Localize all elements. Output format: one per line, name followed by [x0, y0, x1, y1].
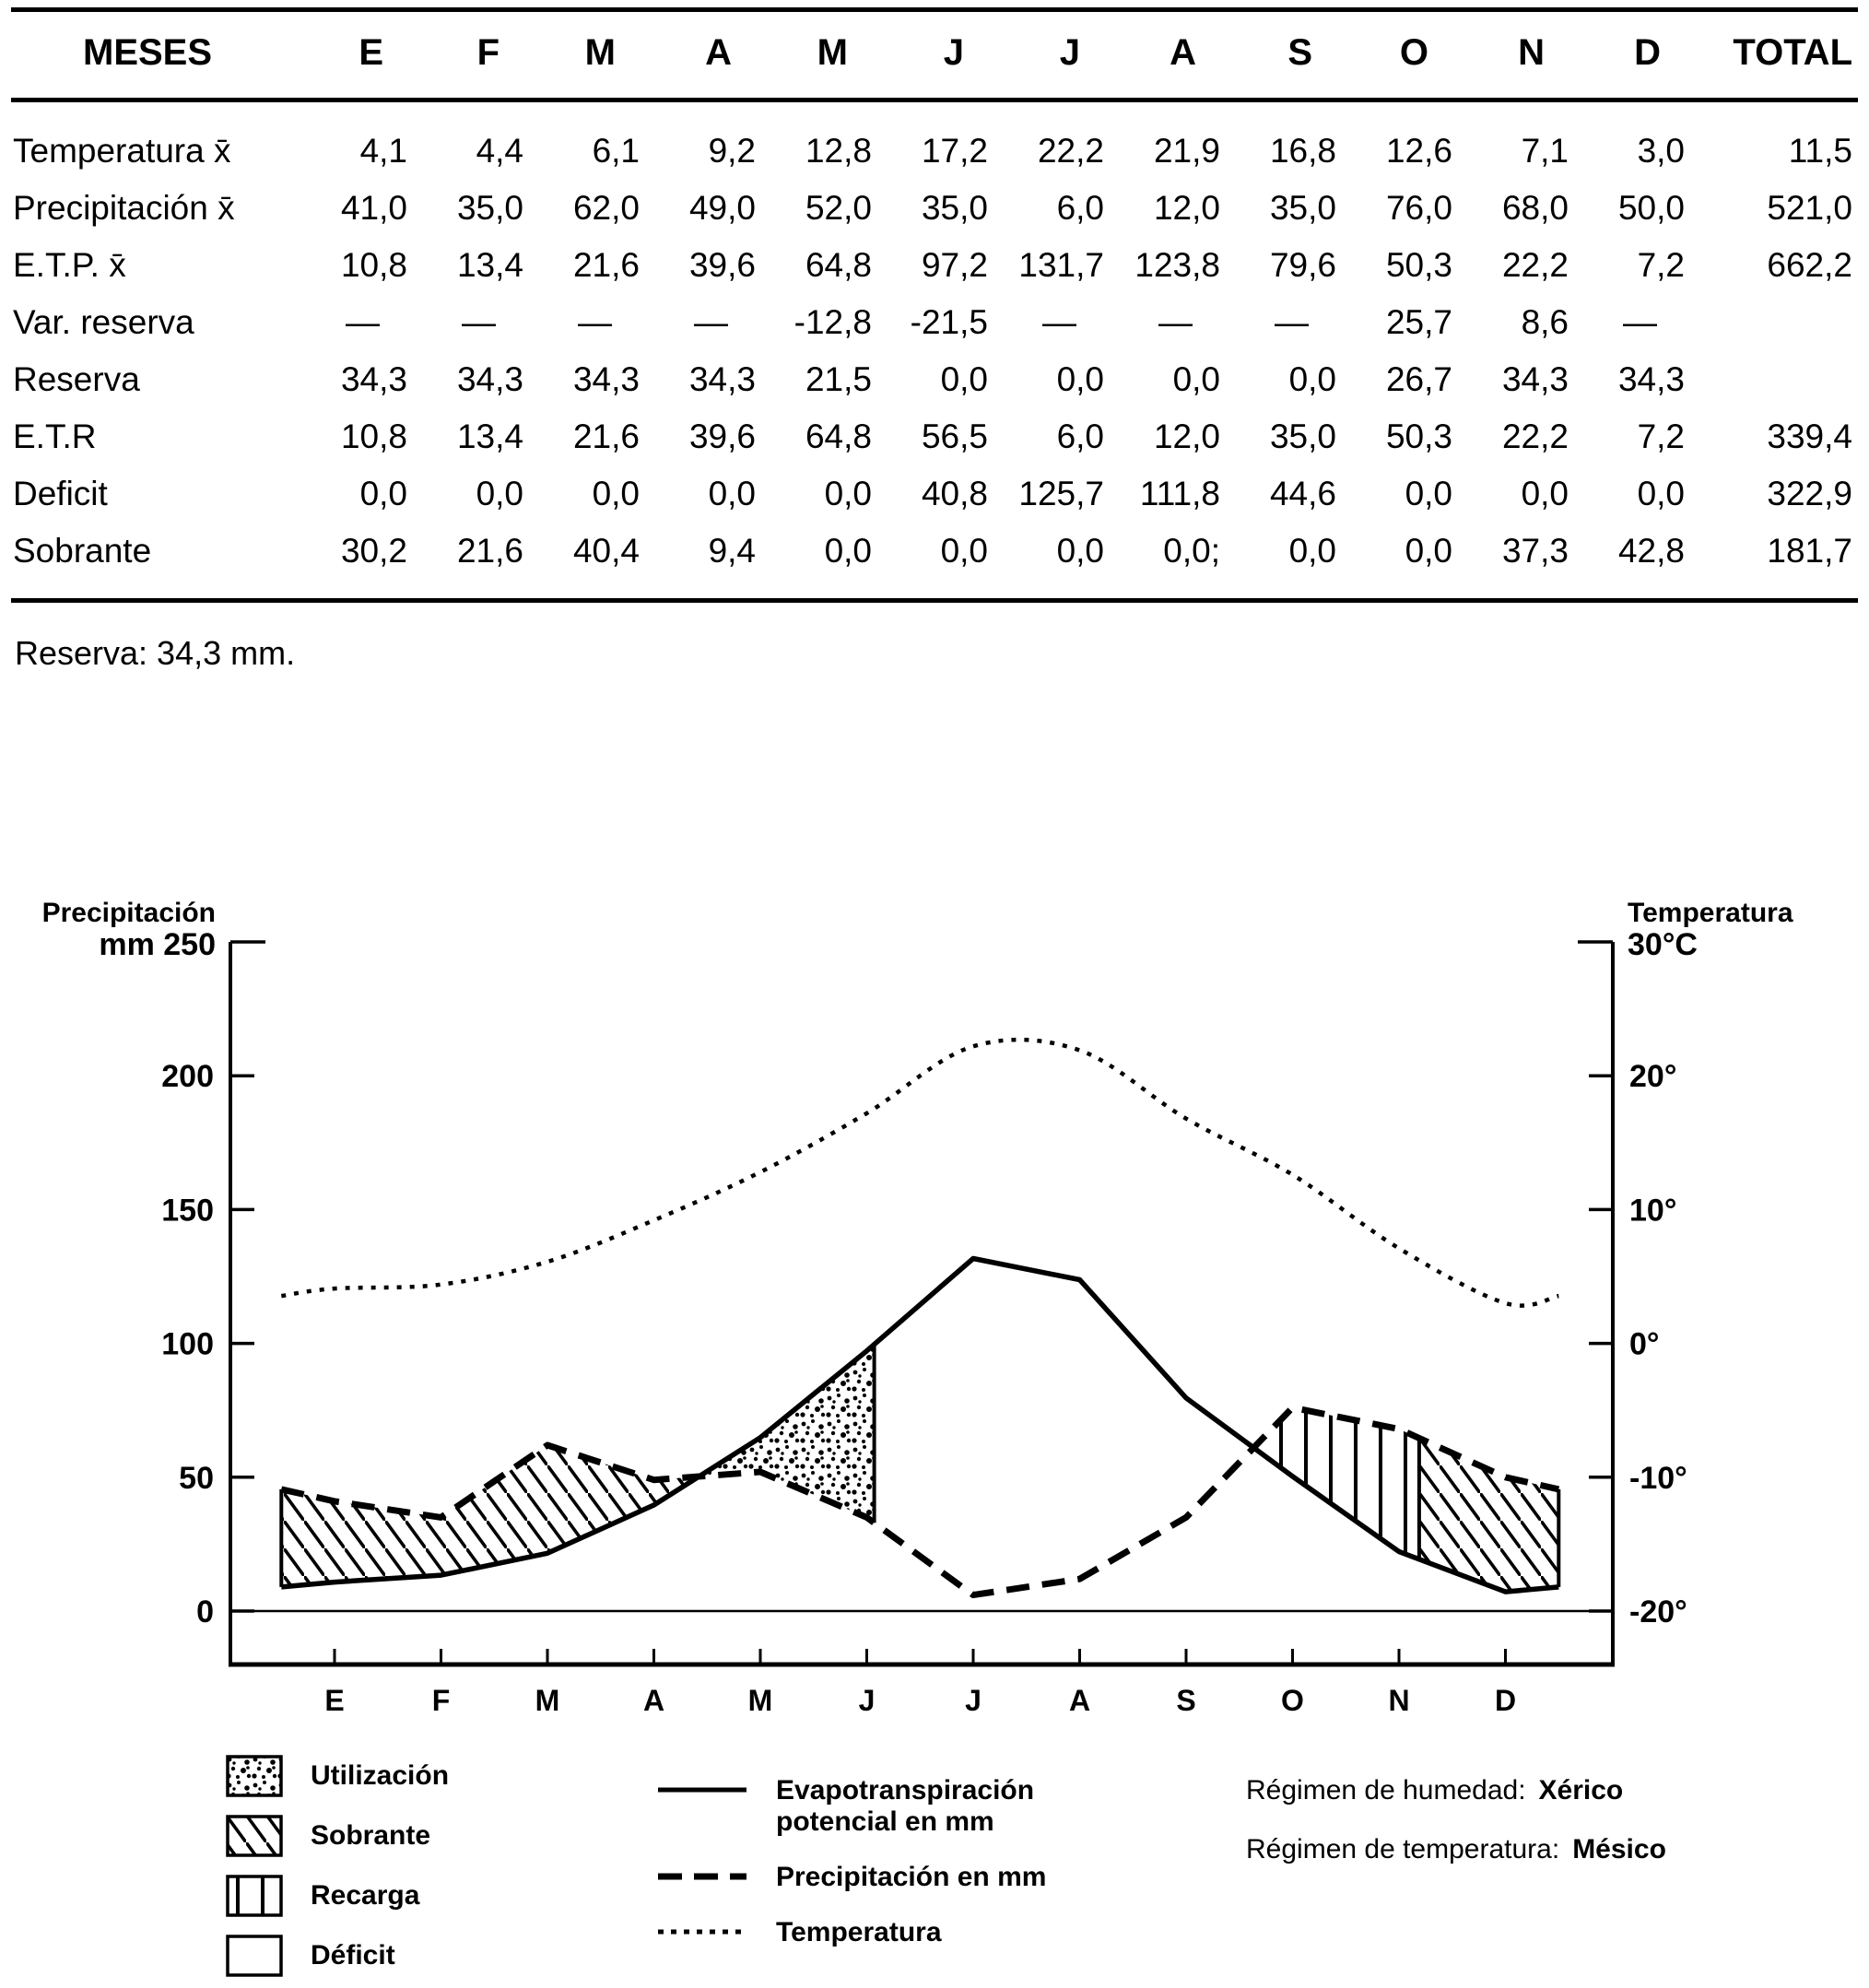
regimen-humedad-label: Régimen de humedad: [1246, 1775, 1526, 1806]
col-header-month: J [1001, 10, 1117, 100]
legend-area-item [226, 1815, 449, 1857]
table-cell: 0,0 [1288, 360, 1336, 398]
legend-line-item [656, 1862, 1046, 1893]
left-axis-tick-label: 150 [161, 1193, 214, 1229]
left-axis-tick-label: 100 [161, 1326, 214, 1362]
col-header-month: J [885, 10, 1001, 100]
table-cell: 10,8 [340, 246, 407, 284]
col-header-month: A [1117, 10, 1233, 100]
table-cell: 521,0 [1767, 189, 1852, 227]
table-cell: 40,4 [572, 532, 640, 570]
table-cell: 50,3 [1385, 246, 1452, 284]
row-label: Var. reserva [13, 303, 194, 341]
table-cell: 131,7 [1018, 246, 1104, 284]
table-cell: 64,8 [805, 418, 872, 455]
month-label: A [642, 1684, 665, 1717]
table-cell: 0,0 [1056, 532, 1104, 570]
row-label: Temperatura x̄ [13, 132, 231, 170]
table-row [11, 100, 1858, 181]
table-cell: 34,3 [688, 360, 756, 398]
col-header-month: O [1349, 10, 1465, 100]
right-axis-tick-label: -10° [1629, 1460, 1687, 1496]
table-cell: 0,0 [940, 360, 988, 398]
table-cell: 42,8 [1617, 532, 1685, 570]
table-cell: 12,8 [805, 132, 872, 170]
legend-line-styles [656, 1775, 1046, 1972]
table-cell: 21,5 [805, 360, 872, 398]
table-cell: 9,2 [708, 132, 756, 170]
legend-area-item [226, 1935, 449, 1977]
table-cell: 26,7 [1385, 360, 1452, 398]
left-axis-tick-label: 50 [179, 1460, 214, 1496]
stipple-pattern-swatch [226, 1755, 283, 1797]
table-cell: 0,0 [708, 475, 756, 512]
legend-area-label: Recarga [311, 1880, 420, 1911]
col-header-month: M [536, 10, 652, 100]
table-cell: 21,9 [1153, 132, 1220, 170]
table-cell: 21,6 [572, 246, 640, 284]
table-header-row [11, 10, 1858, 100]
table-cell: 21,6 [456, 532, 523, 570]
table-cell: 16,8 [1269, 132, 1336, 170]
dashed-line-sample [656, 1871, 748, 1882]
table-cell: 97,2 [921, 246, 988, 284]
table-cell: 0,0 [1521, 475, 1569, 512]
table-cell: 56,5 [921, 418, 988, 455]
table-cell: 40,8 [921, 475, 988, 512]
right-axis-tick-label: 10° [1629, 1193, 1677, 1229]
col-header-month: S [1233, 10, 1349, 100]
table-body [11, 100, 1858, 601]
table-cell: 62,0 [572, 189, 640, 227]
table-row [11, 294, 1858, 351]
row-label: Reserva [13, 360, 140, 398]
table-cell: 0,0 [476, 475, 523, 512]
table-row [11, 351, 1858, 408]
table-cell: 35,0 [1269, 418, 1336, 455]
right-axis-title: Temperatura [1628, 898, 1793, 928]
table-cell: 22,2 [1037, 132, 1104, 170]
table-cell: 34,3 [572, 360, 640, 398]
table-cell: — [694, 303, 728, 341]
none-pattern-swatch [226, 1935, 283, 1977]
table-cell: 76,0 [1385, 189, 1452, 227]
month-label: O [1281, 1684, 1304, 1717]
table-cell: 181,7 [1767, 532, 1852, 570]
table-cell: 0,0 [1172, 360, 1220, 398]
legend-area-label: Sobrante [311, 1820, 431, 1851]
col-header-month: F [420, 10, 536, 100]
table-cell: 50,3 [1385, 418, 1452, 455]
table-cell: 22,2 [1501, 418, 1569, 455]
table-cell: 7,2 [1637, 418, 1685, 455]
table-cell: 125,7 [1018, 475, 1104, 512]
table-cell: — [1623, 303, 1657, 341]
table-cell: 0,0; [1163, 532, 1220, 570]
legend-area-item [226, 1755, 449, 1797]
month-label: D [1494, 1684, 1517, 1717]
col-header-month: D [1581, 10, 1698, 100]
regimen-humedad-value: Xérico [1538, 1775, 1624, 1806]
table-cell: 21,6 [572, 418, 640, 455]
table-cell: 6,1 [592, 132, 640, 170]
table-cell: 0,0 [359, 475, 407, 512]
table-cell: 35,0 [921, 189, 988, 227]
region-utilización [699, 1345, 874, 1523]
table-cell: 7,2 [1637, 246, 1685, 284]
table-cell: 7,1 [1521, 132, 1569, 170]
climograph-chart [0, 876, 1869, 1742]
table-cell: -21,5 [910, 303, 988, 341]
regimen-humedad [1246, 1775, 1666, 1806]
table-cell: 8,6 [1521, 303, 1569, 341]
month-label: A [1068, 1684, 1091, 1717]
table-cell: 35,0 [1269, 189, 1336, 227]
table-row [11, 408, 1858, 465]
table-cell: — [1042, 303, 1076, 341]
table-cell: -12,8 [793, 303, 872, 341]
table-cell: 0,0 [824, 532, 872, 570]
regimen-block [1246, 1775, 1666, 1893]
water-balance-table-section [11, 7, 1858, 603]
month-label: N [1388, 1684, 1410, 1717]
curve-temperatura [281, 1040, 1558, 1306]
table-cell: — [1158, 303, 1193, 341]
reserve-note: Reserva: 34,3 mm. [15, 634, 296, 672]
table-cell: 0,0 [1405, 532, 1452, 570]
table-cell: 41,0 [340, 189, 407, 227]
regimen-temperatura-label: Régimen de temperatura: [1246, 1834, 1560, 1864]
table-cell: 37,3 [1501, 532, 1569, 570]
diagonal-pattern-swatch [226, 1815, 283, 1857]
table-cell: 6,0 [1056, 418, 1104, 455]
table-cell: 13,4 [456, 246, 523, 284]
legend-line-label: Temperatura [776, 1917, 942, 1947]
table-cell: 17,2 [921, 132, 988, 170]
legend-area-patterns [226, 1755, 449, 1988]
legend-line-label: Precipitación en mm [776, 1862, 1047, 1892]
row-label: Precipitación x̄ [13, 189, 235, 227]
vertical-pattern-swatch [226, 1875, 283, 1917]
table-cell: 39,6 [688, 418, 756, 455]
table-cell: 64,8 [805, 246, 872, 284]
table-cell [1698, 294, 1858, 351]
right-axis-title-unit: 30°C [1628, 927, 1698, 962]
col-header-month: E [304, 10, 420, 100]
legend-line-item [656, 1775, 1046, 1838]
table-cell: 339,4 [1767, 418, 1852, 455]
col-header-month: A [652, 10, 769, 100]
legend-area-label: Déficit [311, 1940, 395, 1970]
table-cell: 50,0 [1617, 189, 1685, 227]
month-label: J [858, 1684, 876, 1717]
table-cell: 44,6 [1269, 475, 1336, 512]
left-axis-tick-label: 0 [196, 1594, 214, 1629]
table-cell: 52,0 [805, 189, 872, 227]
col-header-month: N [1465, 10, 1581, 100]
right-axis-tick-label: 0° [1629, 1326, 1660, 1362]
table-cell: 35,0 [456, 189, 523, 227]
table-cell: 49,0 [688, 189, 756, 227]
row-label: E.T.R [13, 418, 97, 455]
legend-line-label: Evapotranspiración potencial en mm [776, 1775, 1035, 1837]
right-axis-tick-label: 20° [1629, 1059, 1677, 1095]
legend-area-item [226, 1875, 449, 1917]
solid-line-sample [656, 1784, 748, 1795]
table-cell: 0,0 [1288, 532, 1336, 570]
table-cell: 662,2 [1767, 246, 1852, 284]
row-label: E.T.P. x̄ [13, 246, 126, 284]
table-cell: 111,8 [1139, 475, 1220, 512]
col-header-total: TOTAL [1698, 10, 1858, 100]
month-label: M [535, 1684, 560, 1717]
left-axis-tick-label: 200 [161, 1059, 214, 1095]
table-cell: 12,0 [1153, 418, 1220, 455]
table-cell: — [578, 303, 612, 341]
table-cell: 79,6 [1269, 246, 1336, 284]
row-label: Deficit [13, 475, 108, 512]
month-label: F [431, 1684, 451, 1717]
right-axis-tick-label: -20° [1629, 1594, 1687, 1629]
table-cell: 34,3 [1501, 360, 1569, 398]
table-cell: 0,0 [592, 475, 640, 512]
table-cell: 322,9 [1767, 475, 1852, 512]
table-cell: 3,0 [1637, 132, 1685, 170]
month-label: E [324, 1684, 345, 1717]
month-label: M [747, 1684, 773, 1717]
table-row [11, 237, 1858, 294]
table-cell: 22,2 [1501, 246, 1569, 284]
table-cell: 34,3 [456, 360, 523, 398]
month-label: S [1176, 1684, 1196, 1717]
table-cell: — [1275, 303, 1309, 341]
table-row [11, 523, 1858, 601]
table-cell: 4,1 [359, 132, 407, 170]
col-header-meses: MESES [11, 10, 304, 100]
water-balance-table [11, 7, 1858, 603]
table-cell: 0,0 [1405, 475, 1452, 512]
table-cell: 123,8 [1134, 246, 1220, 284]
table-cell: 34,3 [1617, 360, 1685, 398]
table-cell: 34,3 [340, 360, 407, 398]
table-cell: 0,0 [824, 475, 872, 512]
table-row [11, 465, 1858, 523]
table-cell: 6,0 [1056, 189, 1104, 227]
col-header-month: M [769, 10, 885, 100]
legend-line-item [656, 1917, 1046, 1948]
table-cell: 39,6 [688, 246, 756, 284]
legend-area-label: Utilización [311, 1760, 450, 1791]
table-cell: 4,4 [476, 132, 523, 170]
regimen-temperatura [1246, 1834, 1666, 1865]
table-cell: 12,6 [1385, 132, 1452, 170]
table-cell: 0,0 [940, 532, 988, 570]
table-cell: 0,0 [1056, 360, 1104, 398]
table-cell: 30,2 [340, 532, 407, 570]
month-label: J [965, 1684, 982, 1717]
table-cell: 25,7 [1385, 303, 1452, 341]
table-cell: 0,0 [1637, 475, 1685, 512]
table-cell: — [346, 303, 380, 341]
regimen-temperatura-value: Mésico [1572, 1834, 1666, 1864]
table-cell: 12,0 [1153, 189, 1220, 227]
table-cell: 68,0 [1501, 189, 1569, 227]
left-axis-title-unit: mm 250 [99, 927, 216, 962]
table-cell [1698, 351, 1858, 408]
table-cell: 13,4 [456, 418, 523, 455]
table-cell: — [462, 303, 496, 341]
table-row [11, 180, 1858, 237]
left-axis-title: Precipitación [41, 898, 216, 928]
dotted-line-sample [656, 1926, 748, 1937]
table-cell: 10,8 [340, 418, 407, 455]
table-cell: 9,4 [708, 532, 756, 570]
table-cell: 11,5 [1788, 132, 1852, 170]
row-label: Sobrante [13, 532, 152, 570]
